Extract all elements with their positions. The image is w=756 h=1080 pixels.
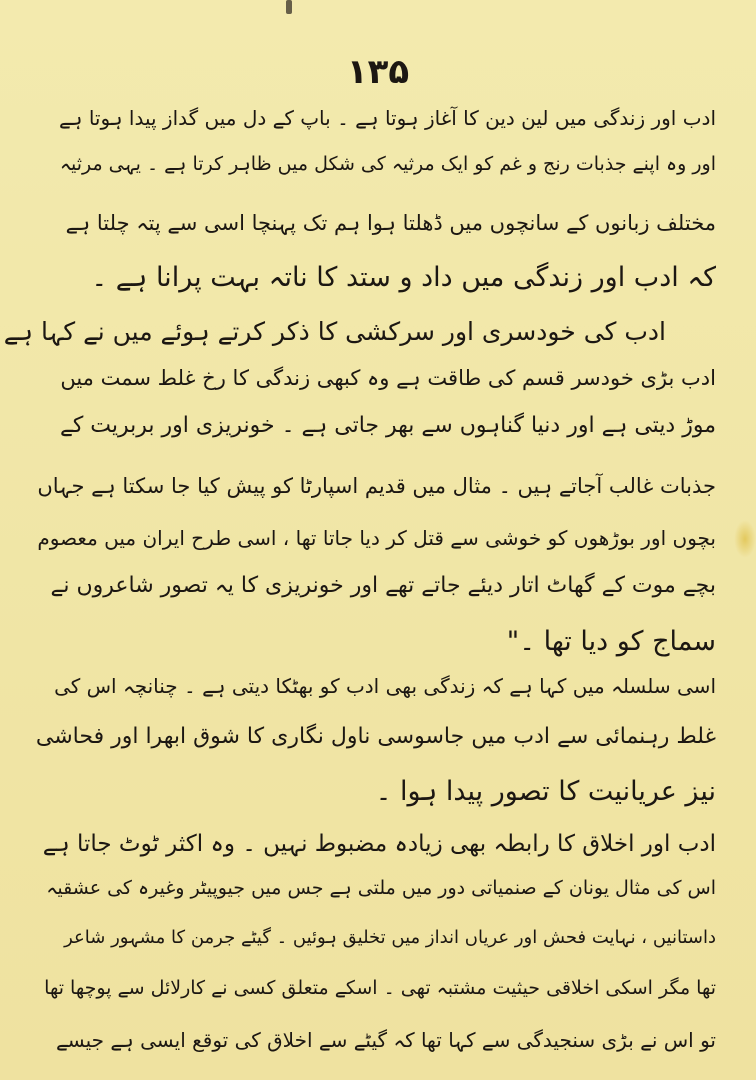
- text-line-2: اور وہ اپنے جذبات رنج و غم کو ایک مرثیہ کی شکل میں ظاہر کرتا ہے ۔ یہی مرثیہ: [59, 153, 716, 175]
- text-line-17: داستانیں ، نہایت فحش اور عریاں انداز میں تخلیق ہوئیں ۔ گیٹے جرمن کا مشہور شاعر: [64, 927, 716, 948]
- text-line-14: نیز عریانیت کا تصور پیدا ہوا ۔: [375, 776, 716, 807]
- paper-stain: [734, 520, 756, 558]
- text-line-8: جذبات غالب آجاتے ہیں ۔ مثال میں قدیم اسپارٹا کو پیش کیا جا سکتا ہے جہاں: [37, 474, 716, 498]
- text-line-13: غلط رہنمائی سے ادب میں جاسوسی ناول نگاری کا شوق ابھرا اور فحاشی: [35, 724, 716, 749]
- text-line-10: بچے موت کے گھاٹ اتار دیئے جاتے تھے اور خونریزی کا یہ تصور شاعروں نے: [50, 573, 716, 598]
- text-line-16: اس کی مثال یونان کے صنمیاتی دور میں ملتی ہے جس میں جیوپیٹر وغیرہ کی عشقیہ: [46, 877, 716, 899]
- text-line-4: کہ ادب اور زندگی میں داد و ستد کا ناتہ بہت پرانا ہے ۔: [91, 262, 716, 293]
- text-line-1: ادب اور زندگی میں لین دین کا آغاز ہوتا ہے ۔ باپ کے دل میں گداز پیدا ہوتا ہے: [59, 106, 716, 130]
- text-line-11: سماج کو دیا تھا ۔": [506, 626, 716, 657]
- text-line-18: تھا مگر اسکی اخلاقی حیثیت مشتبہ تھی ۔ اسکے متعلق کسی نے کارلائل سے پوچھا تھا: [44, 977, 716, 999]
- text-line-15: ادب اور اخلاق کا رابطہ بھی زیادہ مضبوط نہیں ۔ وہ اکثر ٹوٹ جاتا ہے: [42, 831, 716, 857]
- text-line-5: ادب کی خودسری اور سرکشی کا ذکر کرتے ہوئے میں نے کہا ہے: [3, 317, 666, 346]
- text-line-19: تو اس نے بڑی سنجیدگی سے کہا تھا کہ گیٹے سے اخلاق کی توقع ایسی ہے جیسے: [56, 1028, 716, 1052]
- text-line-6: ادب بڑی خودسر قسم کی طاقت ہے وہ کبھی زندگی کا رخ غلط سمت میں: [60, 366, 716, 390]
- text-line-12: اسی سلسلہ میں کہا ہے کہ زندگی بھی ادب کو بھٹکا دیتی ہے ۔ چنانچہ اس کی: [54, 674, 716, 698]
- text-line-9: بچوں اور بوڑھوں کو خوشی سے قتل کر دیا جاتا تھا ، اسی طرح ایران میں معصوم: [37, 526, 716, 550]
- text-line-3: مختلف زبانوں کے سانچوں میں ڈھلتا ہوا ہم تک پہنچا اسی سے پتہ چلتا ہے: [65, 211, 716, 235]
- text-line-7: موڑ دیتی ہے اور دنیا گناہوں سے بھر جاتی ہے ۔ خونریزی اور بربریت کے: [59, 413, 716, 438]
- ink-mark: [286, 0, 292, 14]
- page-number: ۱۳۵: [346, 52, 410, 92]
